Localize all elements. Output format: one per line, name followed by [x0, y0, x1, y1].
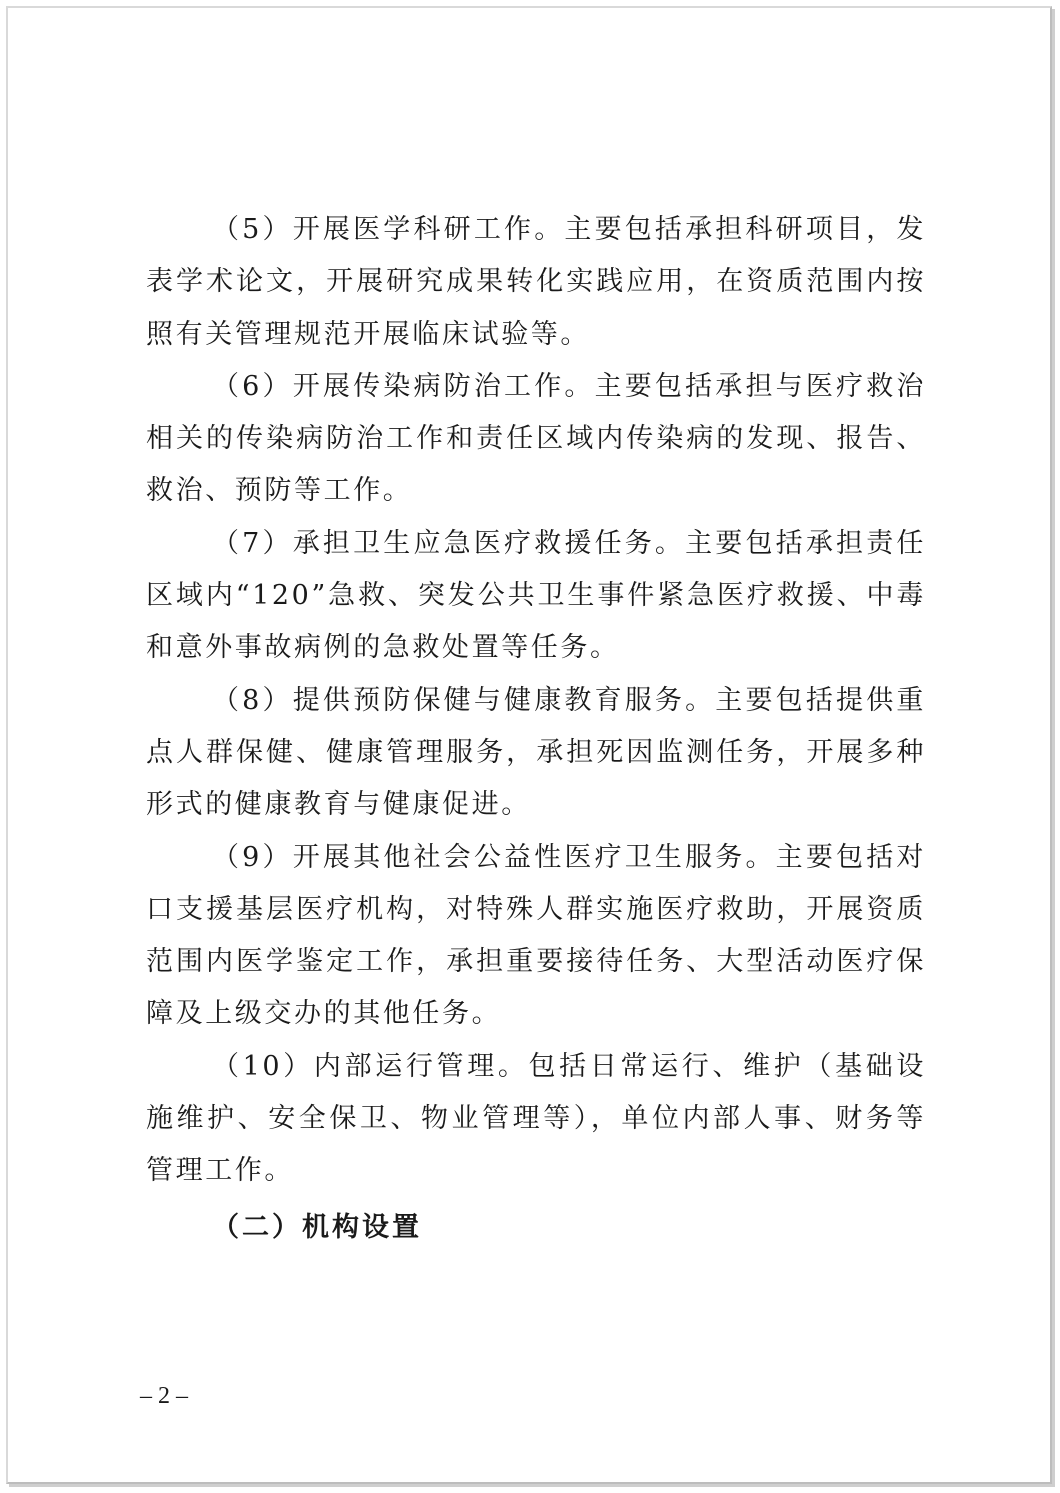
paragraph-item-10: （10）内部运行管理。包括日常运行、维护（基础设施维护、安全保卫、物业管理等），单位内部人事、财务等管理工作。 [146, 1050, 926, 1187]
section-heading: （二）机构设置 [212, 1211, 422, 1243]
paragraph-item-6: （6）开展传染病防治工作。主要包括承担与医疗救治相关的传染病防治工作和责任区域内传染病的发现、报告、救治、预防等工作。 [146, 370, 926, 507]
paragraph-item-7: （7）承担卫生应急医疗救援任务。主要包括承担责任区域内“120”急救、突发公共卫生事件紧急医疗救援、中毒和意外事故病例的急救处置等任务。 [146, 527, 926, 664]
document-body [146, 204, 926, 1254]
paragraph-item-5: （5）开展医学科研工作。主要包括承担科研项目，发表学术论文，开展研究成果转化实践应用，在资质范围内按照有关管理规范开展临床试验等。 [146, 214, 926, 350]
paragraph-item-9: （9）开展其他社会公益性医疗卫生服务。主要包括对口支援基层医疗机构，对特殊人群实施医疗救助，开展资质范围内医学鉴定工作，承担重要接待任务、大型活动医疗保障及上级交办的其他任务。 [146, 841, 926, 1030]
page-number: – 2 – [140, 1383, 188, 1409]
paragraph-item-8: （8）提供预防保健与健康教育服务。主要包括提供重点人群保健、健康管理服务，承担死因监测任务，开展多种形式的健康教育与健康促进。 [146, 684, 926, 821]
document-page [6, 6, 1052, 1484]
